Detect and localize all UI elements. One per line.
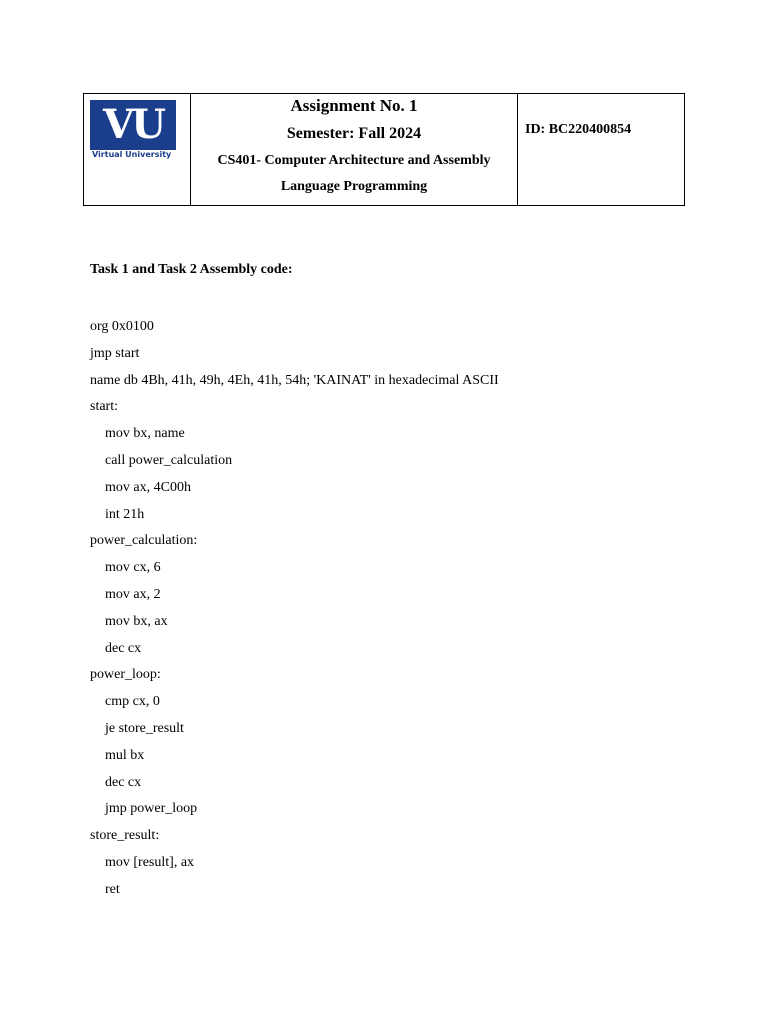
code-line: int 21h — [105, 506, 145, 522]
code-line: power_calculation: — [90, 533, 198, 549]
logo-cell — [84, 94, 191, 205]
code-line: org 0x0100 — [90, 319, 154, 334]
code-line: mov bx, ax — [105, 613, 168, 629]
code-line: store_result: — [90, 828, 160, 844]
code-line: name db 4Bh, 41h, 49h, 4Eh, 41h, 54h; 'KAINAT' in hexadecimal ASCII — [90, 372, 499, 388]
code-line: mov ax, 4C00h — [105, 479, 191, 495]
code-line: start: — [90, 399, 118, 415]
code-line: mul bx — [105, 747, 145, 763]
code-line: mov cx, 6 — [105, 560, 161, 576]
student-id: ID: BC220400854 — [525, 122, 632, 137]
course-title: CS401- Computer Architecture and Assembly Language Programming — [217, 153, 491, 194]
code-block — [90, 314, 499, 904]
code-line: mov ax, 2 — [105, 586, 161, 602]
code-line: mov bx, name — [105, 426, 185, 442]
code-line: dec cx — [105, 640, 142, 656]
code-line: je store_result — [105, 720, 184, 736]
header-table — [83, 93, 685, 206]
code-line: mov [result], ax — [105, 854, 195, 870]
section-heading: Task 1 and Task 2 Assembly code: — [90, 262, 293, 277]
semester-label: Semester: Fall 2024 — [286, 125, 422, 142]
code-line: dec cx — [105, 774, 142, 790]
code-line: jmp start — [90, 345, 140, 361]
university-logo — [90, 100, 176, 150]
id-cell — [518, 94, 684, 205]
code-line: cmp cx, 0 — [105, 694, 160, 710]
code-line: jmp power_loop — [105, 801, 198, 817]
logo-caption: Virtual University — [92, 150, 172, 159]
logo-mark-text: VU — [103, 101, 163, 148]
title-cell — [191, 94, 518, 205]
code-line: power_loop: — [90, 667, 161, 683]
assignment-title: Assignment No. 1 — [290, 96, 418, 115]
code-line: ret — [105, 881, 120, 897]
code-line: call power_calculation — [105, 452, 233, 468]
